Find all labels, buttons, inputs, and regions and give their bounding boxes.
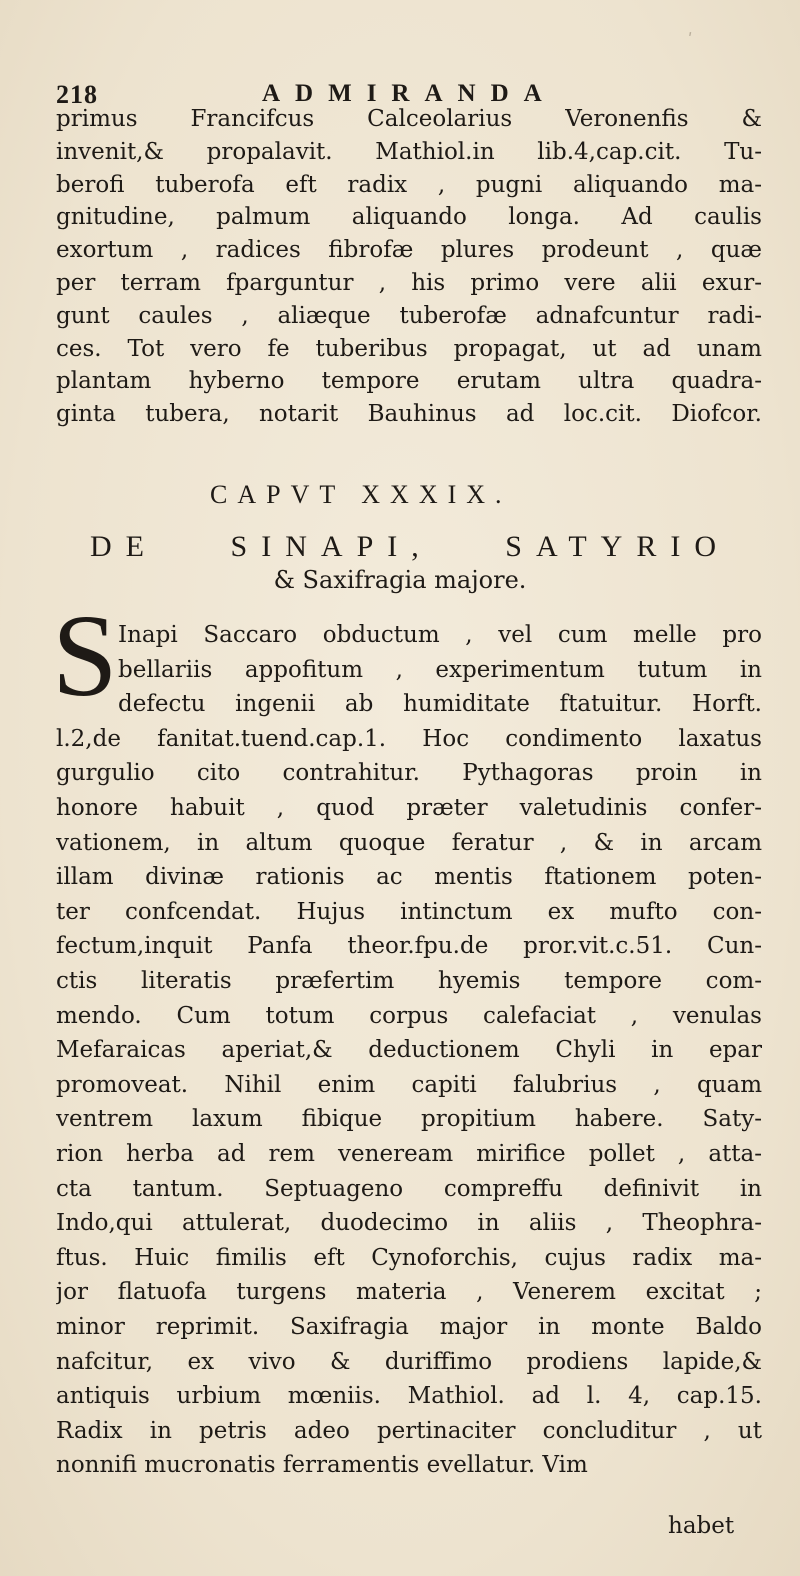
text-line: fectum,inquit Panfa theor.fpu.de pror.vit.c.51. Cun- xyxy=(56,933,762,960)
text-line: berofi tuberofa eft radix , pugni aliquando ma- xyxy=(56,171,762,198)
text-line: ces. Tot vero fe tuberibus propagat, ut ad unam xyxy=(56,335,762,362)
chapter-number: CAPVT XXXIX. xyxy=(210,480,512,509)
text-line: defectu ingenii ab humiditate ftatuitur. Horft. xyxy=(118,691,762,718)
text-line: vationem, in altum quoque feratur , & in arcam xyxy=(56,829,762,856)
drop-cap: S xyxy=(52,590,118,721)
text-line: gnitudine, palmum aliquando longa. Ad caulis xyxy=(56,204,762,231)
text-line: per terram fparguntur , his primo vere alii exur- xyxy=(56,270,762,296)
catchword: habet xyxy=(668,1513,735,1539)
running-head: ADMIRANDA xyxy=(262,80,557,107)
text-line: nafcitur, ex vivo & duriffimo prodiens lapide,& xyxy=(56,1348,762,1375)
text-line: mendo. Cum totum corpus calefaciat , venulas xyxy=(56,1002,762,1029)
text-line: Radix in petris adeo pertinaciter concluditur , ut xyxy=(56,1417,762,1444)
text-line: illam divinæ rationis ac mentis ftationem poten- xyxy=(56,864,762,891)
text-line: cta tantum. Septuageno compreffu definivit in xyxy=(56,1175,762,1202)
text-line: gunt caules , aliæque tuberofæ adnafcuntur radi- xyxy=(56,302,762,329)
text-line: ctis literatis præfertim hyemis tempore com- xyxy=(56,968,762,994)
text-line: gurgulio cito contrahitur. Pythagoras proin in xyxy=(56,760,762,787)
text-line: jor flatuofa turgens materia , Venerem excitat ; xyxy=(56,1279,762,1306)
text-line: Mefaraicas aperiat,& deductionem Chyli in epar xyxy=(56,1037,762,1064)
text-line: Inapi Saccaro obductum , vel cum melle pro xyxy=(118,622,762,648)
text-line: promoveat. Nihil enim capiti falubrius , quam xyxy=(56,1071,762,1098)
text-line: primus Francifcus Calceolarius Veronenfis & xyxy=(56,106,762,132)
text-line: nonnifi mucronatis ferramentis evellatur. Vim xyxy=(56,1452,588,1479)
text-line: ftus. Huic fimilis eft Cynoforchis, cujus radix ma- xyxy=(56,1244,762,1271)
text-line: plantam hyberno tempore erutam ultra quadra- xyxy=(56,368,762,395)
stain-mark: ʹ xyxy=(688,30,693,49)
text-line: exortum , radices fibrofæ plures prodeunt , quæ xyxy=(56,237,762,264)
text-line: invenit,& propalavit. Mathiol.in lib.4,cap.cit. Tu- xyxy=(56,138,762,165)
chapter-title: DE SINAPI, SATYRIO xyxy=(90,530,730,563)
text-line: ventrem laxum fibique propitium habere. Saty- xyxy=(56,1106,762,1133)
chapter-subtitle: & Saxifragia majore. xyxy=(273,566,527,594)
page-number: 218 xyxy=(56,80,98,109)
text-line: minor reprimit. Saxifragia major in monte Baldo xyxy=(56,1314,762,1340)
text-line: l.2,de fanitat.tuend.cap.1. Hoc condimento laxatus xyxy=(56,725,762,752)
text-line: ginta tubera, notarit Bauhinus ad loc.cit. Diofcor. xyxy=(56,401,762,428)
text-line: antiquis urbium mœniis. Mathiol. ad l. 4, cap.15. xyxy=(56,1383,762,1410)
text-line: bellariis appofitum , experimentum tutum in xyxy=(118,656,762,683)
text-line: Indo,qui attulerat, duodecimo in aliis , Theophra- xyxy=(56,1210,762,1237)
text-line: ter confcendat. Hujus intinctum ex mufto con- xyxy=(56,898,762,925)
text-line: rion herba ad rem veneream mirifice pollet , atta- xyxy=(56,1141,762,1167)
text-line: honore habuit , quod præter valetudinis confer- xyxy=(56,795,762,821)
